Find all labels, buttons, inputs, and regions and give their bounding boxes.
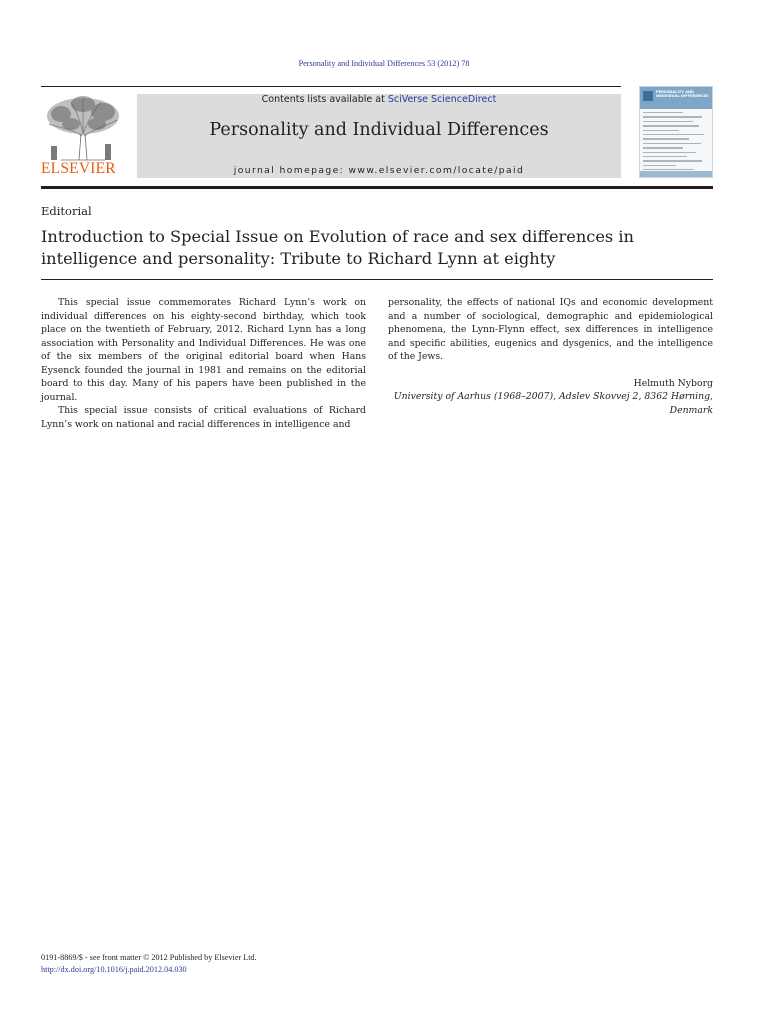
cover-contents-lines <box>643 112 709 173</box>
contents-line <box>137 94 621 106</box>
body-column-right <box>388 296 713 417</box>
body-column-left <box>41 296 366 431</box>
cover-logo-icon <box>643 91 653 101</box>
section-label: Editorial <box>41 204 92 218</box>
article-title: Introduction to Special Issue on Evolution of race and sex differences in intelligence and personality: Tribute to Richard Lynn at eighty <box>41 227 634 268</box>
title-rule <box>41 279 713 280</box>
elsevier-wordmark: ELSEVIER <box>41 160 116 177</box>
sciencedirect-link[interactable]: SciVerse ScienceDirect <box>387 94 497 105</box>
header-rule <box>41 86 621 87</box>
elsevier-logo[interactable] <box>41 94 123 180</box>
tree-of-knowledge-icon <box>41 94 123 162</box>
body-paragraph-1: This special issue commemorates Richard Lynn’s work on individual differences on his eighty-second birthday, which took place on the twentieth of February, 2012. Richard Lynn has a long association with Personality and Individual Differences. He was one of the six members of the original editorial board when Hans Eysenck founded the journal in 1981 and remains on the editorial board to this day. Many of his papers have been published in the journal. <box>41 297 366 403</box>
page-footer <box>41 952 257 976</box>
journal-title: Personality and Individual Differences <box>209 120 549 140</box>
journal-cover-thumbnail[interactable] <box>639 86 713 178</box>
author-name: Helmuth Nyborg <box>633 377 713 389</box>
issn-line: 0191-8869/$ - see front matter © 2012 Published by Elsevier Ltd. <box>41 953 257 962</box>
author-affiliation-line-2: Denmark <box>669 404 713 416</box>
cover-header <box>640 87 712 109</box>
author-affiliation-line-1: University of Aarhus (1968–2007), Adslev Skovvej 2, 8362 Hørning, <box>393 391 713 402</box>
journal-homepage[interactable]: journal homepage: www.elsevier.com/locate/paid <box>233 165 525 176</box>
cover-title: PERSONALITY AND INDIVIDUAL DIFFERENCES <box>656 90 709 98</box>
cover-footer <box>640 171 712 177</box>
contents-prefix: Contents lists available at <box>261 94 388 105</box>
body-paragraph-2-continued: personality, the effects of national IQs and economic development and a number of sociological, demographic and epidemiological phenomena, the Lynn-Flynn effect, sex differences in intelligence and specific abilities, eugenics and dysgenics, and the intelligence of the Jews. <box>388 297 713 362</box>
body-paragraph-2-start: This special issue consists of critical evaluations of Richard Lynn’s work on national and racial differences in intelligence and <box>41 405 366 430</box>
signature-block <box>388 377 713 418</box>
journal-banner <box>137 94 621 178</box>
journal-citation[interactable]: Personality and Individual Differences 53 (2012) 78 <box>298 59 470 68</box>
header-thick-rule <box>41 186 713 189</box>
doi-link[interactable]: http://dx.doi.org/10.1016/j.paid.2012.04.030 <box>41 965 187 974</box>
